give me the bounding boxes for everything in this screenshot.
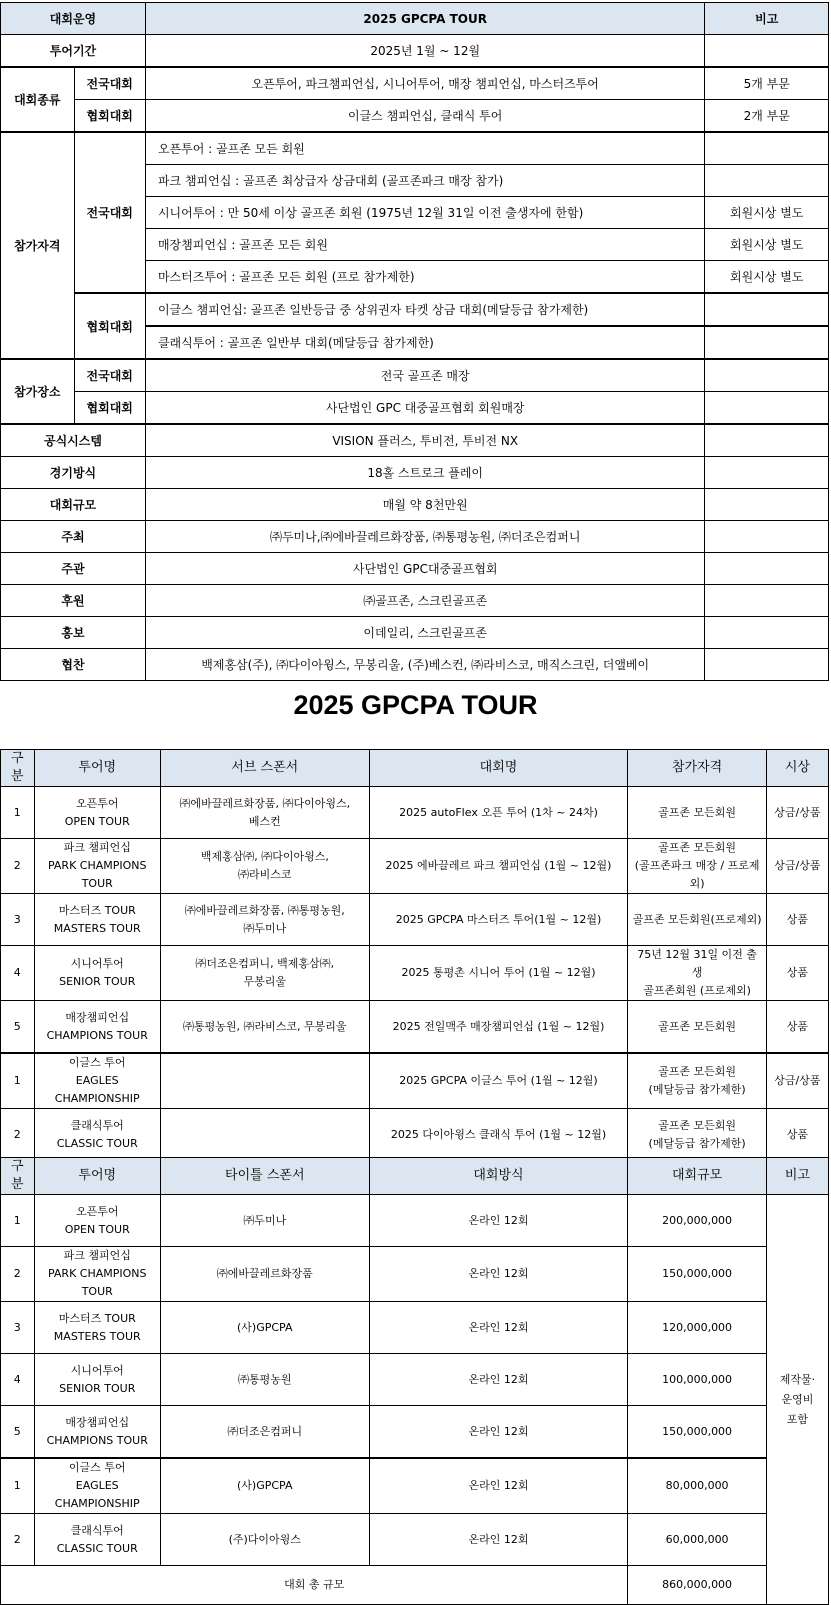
tour-name-line: CLASSIC TOUR — [56, 1541, 138, 1555]
row-label: 투어기간 — [1, 35, 146, 68]
row-value: 이글스 챔피언십, 클래식 투어 — [145, 100, 704, 133]
eligibility-row — [1, 132, 829, 165]
tour-name-line: 매장챔피언십 — [65, 1010, 130, 1024]
prize: 상금/상품 — [766, 787, 828, 839]
tour-name-line: 클래식투어 — [70, 1118, 124, 1132]
row-value: 매장챔피언십 : 골프존 모든 회원 — [145, 229, 704, 261]
row-label: 대회종류 — [1, 67, 75, 132]
competition-method: 온라인 12회 — [369, 1354, 628, 1406]
total-amount: 860,000,000 — [628, 1566, 767, 1605]
competition-method: 온라인 12회 — [369, 1195, 628, 1247]
row-number: 2 — [1, 1247, 35, 1302]
tour-name-line: 파크 챔피언십 — [63, 1249, 131, 1262]
row-note — [705, 553, 829, 585]
title-sponsor: (주)다이아윙스 — [160, 1514, 369, 1566]
misc-row — [1, 489, 829, 521]
table-row — [1, 894, 829, 946]
eligibility — [628, 839, 767, 894]
page-title: 2025 GPCPA TOUR — [293, 690, 538, 720]
header-cell: 투어명 — [34, 750, 160, 787]
row-value: 파크 챔피언십 : 골프존 최상급자 상금대회 (골프존파크 매장 참가) — [145, 165, 704, 197]
competition-scale: 120,000,000 — [628, 1302, 767, 1354]
eligibility-line: 골프존 모든회원 — [658, 841, 737, 854]
header-cell: 구분 — [1, 1158, 35, 1195]
row-label: 주관 — [1, 553, 146, 585]
tour-name-line: CHAMPIONS TOUR — [46, 1433, 148, 1447]
eligibility-line: 골프존 모든회원 — [658, 1065, 737, 1078]
row-note — [705, 617, 829, 649]
tour-name-line: MASTERS TOUR — [53, 921, 141, 935]
header-cell: 참가자격 — [628, 750, 767, 787]
row-note — [705, 359, 829, 392]
sub-sponsor-line: ㈜에바끌레르화장품, ㈜통평농원, — [184, 903, 345, 917]
tour-name-line: 파크 챔피언십 — [63, 841, 131, 854]
tour-name — [34, 1458, 160, 1514]
eligibility — [628, 946, 767, 1001]
row-note — [705, 165, 829, 197]
tour-name-line: 클래식투어 — [70, 1523, 124, 1537]
event-name: 2025 autoFlex 오픈 투어 (1차 ~ 24차) — [369, 787, 628, 839]
row-label: 공식시스템 — [1, 424, 146, 457]
header-cell: 투어명 — [34, 1158, 160, 1195]
row-label: 주최 — [1, 521, 146, 553]
row-value: 매월 약 8천만원 — [145, 489, 704, 521]
row-label: 참가자격 — [1, 132, 75, 359]
prize: 상품 — [766, 1109, 828, 1162]
eligibility-line: 골프존 모든회원 — [658, 805, 737, 819]
row-value: VISION 플러스, 투비전, 투비전 NX — [145, 424, 704, 457]
misc-row — [1, 617, 829, 649]
prize: 상품 — [766, 1001, 828, 1054]
row-note — [705, 424, 829, 457]
row-value: 전국 골프존 매장 — [145, 359, 704, 392]
title-sponsor: (사)GPCPA — [160, 1302, 369, 1354]
sub-sponsor — [160, 1053, 369, 1109]
row-value: 오픈투어 : 골프존 모든 회원 — [145, 132, 704, 165]
eligibility — [628, 787, 767, 839]
period-row — [1, 35, 829, 68]
event-name: 2025 전일맥주 매장챔피언십 (1월 ~ 12월) — [369, 1001, 628, 1054]
types-row — [1, 100, 829, 133]
eligibility-line: 75년 12월 31일 이전 출생 — [637, 948, 757, 979]
eligibility-line: 골프존 모든회원 — [658, 1118, 737, 1132]
tour-name-line: PARK CHAMPIONS TOUR — [47, 859, 147, 890]
sub-sponsor-line: ㈜더조은컴퍼니, 백제홍삼㈜, — [195, 957, 335, 970]
row-number: 3 — [1, 894, 35, 946]
sub-label: 협회대회 — [74, 392, 145, 425]
eligibility-line: 골프존 모든회원 — [658, 1019, 737, 1033]
scale-note-text: 제작물·운영비 포함 — [779, 1372, 816, 1426]
scale-header-row — [1, 1158, 829, 1195]
table-row — [1, 1458, 829, 1514]
row-label: 참가장소 — [1, 359, 75, 424]
header-cell: 대회방식 — [369, 1158, 628, 1195]
row-number: 2 — [1, 1514, 35, 1566]
misc-row — [1, 649, 829, 681]
prize: 상금/상품 — [766, 1053, 828, 1109]
prize: 상금/상품 — [766, 839, 828, 894]
row-label: 경기방식 — [1, 457, 146, 489]
table-row — [1, 787, 829, 839]
table-row — [1, 1001, 829, 1054]
competition-method: 온라인 12회 — [369, 1458, 628, 1514]
eligibility — [628, 894, 767, 946]
sponsor-table — [0, 749, 829, 1163]
row-number: 5 — [1, 1406, 35, 1459]
competition-scale: 80,000,000 — [628, 1458, 767, 1514]
tour-name-line: 마스터즈 TOUR — [58, 903, 136, 917]
row-value: 이데일리, 스크린골프존 — [145, 617, 704, 649]
row-note — [705, 489, 829, 521]
venue-row — [1, 392, 829, 425]
title-sponsor: ㈜통평농원 — [160, 1354, 369, 1406]
table-row — [1, 1053, 829, 1109]
row-number: 4 — [1, 946, 35, 1001]
row-note — [705, 293, 829, 326]
tour-name-line: 매장챔피언십 — [65, 1415, 130, 1429]
types-row — [1, 67, 829, 100]
competition-scale: 100,000,000 — [628, 1354, 767, 1406]
competition-scale: 150,000,000 — [628, 1247, 767, 1302]
tour-name — [34, 894, 160, 946]
table-row — [1, 1109, 829, 1162]
tour-name-line: 오픈투어 — [75, 796, 119, 810]
tour-name-line: OPEN TOUR — [64, 1222, 130, 1236]
sub-label: 전국대회 — [74, 67, 145, 100]
sub-label: 협회대회 — [74, 100, 145, 133]
competition-scale: 200,000,000 — [628, 1195, 767, 1247]
scale-table — [0, 1157, 829, 1605]
event-name: 2025 GPCPA 이글스 투어 (1월 ~ 12월) — [369, 1053, 628, 1109]
tour-name — [34, 1001, 160, 1054]
tour-name-line: 시니어투어 — [70, 957, 124, 970]
tour-name-line: 마스터즈 TOUR — [58, 1311, 136, 1325]
header-cell: 대회명 — [369, 750, 628, 787]
eligibility-line: 골프존회원 (프로제외) — [643, 984, 751, 997]
row-value: ㈜골프존, 스크린골프존 — [145, 585, 704, 617]
row-note: 회원시상 별도 — [705, 229, 829, 261]
sub-sponsor-line: 무봉리울 — [243, 975, 287, 988]
overview-table — [0, 2, 829, 681]
sub-sponsor-line: ㈜두미나 — [243, 921, 287, 935]
row-note — [705, 457, 829, 489]
row-number: 3 — [1, 1302, 35, 1354]
row-number: 5 — [1, 1001, 35, 1054]
row-note — [705, 132, 829, 165]
tour-name-line: 이글스 투어 — [68, 1056, 126, 1069]
misc-row — [1, 553, 829, 585]
header-cell: 2025 GPCPA TOUR — [145, 3, 704, 35]
tour-name-line: EAGLES CHAMPIONSHIP — [54, 1074, 140, 1105]
sub-sponsor-line: ㈜라비스코 — [238, 868, 292, 881]
tour-name-line: 오픈투어 — [75, 1204, 119, 1218]
tour-name-line: SENIOR TOUR — [59, 1381, 136, 1395]
tour-name-line: MASTERS TOUR — [53, 1329, 141, 1343]
misc-row — [1, 521, 829, 553]
table-row — [1, 946, 829, 1001]
eligibility-line: (메달등급 참가제한) — [648, 1083, 746, 1096]
competition-scale: 60,000,000 — [628, 1514, 767, 1566]
row-value: 2025년 1월 ~ 12월 — [145, 35, 704, 68]
competition-method: 온라인 12회 — [369, 1247, 628, 1302]
scale-note — [766, 1195, 828, 1605]
row-note — [705, 649, 829, 681]
table-row — [1, 839, 829, 894]
competition-method: 온라인 12회 — [369, 1302, 628, 1354]
row-note — [705, 585, 829, 617]
row-value: 이글스 챔피언십: 골프존 일반등급 중 상위권자 타켓 상금 대회(메달등급 참가제한) — [145, 293, 704, 326]
row-number: 1 — [1, 787, 35, 839]
tour-name — [34, 1514, 160, 1566]
sub-sponsor — [160, 946, 369, 1001]
table-row — [1, 1302, 829, 1354]
tour-name — [34, 946, 160, 1001]
row-note: 2개 부문 — [705, 100, 829, 133]
sub-sponsor-line: 베스컨 — [248, 814, 281, 828]
row-note: 회원시상 별도 — [705, 261, 829, 294]
title-sponsor: ㈜두미나 — [160, 1195, 369, 1247]
eligibility-line: 골프존 모든회원(프로제외) — [632, 912, 762, 926]
sub-sponsor — [160, 787, 369, 839]
row-value: 사단법인 GPC 대중골프협회 회원매장 — [145, 392, 704, 425]
title-sponsor: ㈜에바끌레르화장품 — [160, 1247, 369, 1302]
competition-scale: 150,000,000 — [628, 1406, 767, 1459]
event-name: 2025 에바끌레르 파크 챔피언십 (1월 ~ 12월) — [369, 839, 628, 894]
tour-name — [34, 787, 160, 839]
row-note: 회원시상 별도 — [705, 197, 829, 229]
tour-name-line: OPEN TOUR — [64, 814, 130, 828]
row-number: 2 — [1, 839, 35, 894]
header-cell: 타이틀 스폰서 — [160, 1158, 369, 1195]
row-value: 사단법인 GPC대중골프협회 — [145, 553, 704, 585]
header-cell: 대회운영 — [1, 3, 146, 35]
sub-sponsor — [160, 1001, 369, 1054]
eligibility — [628, 1001, 767, 1054]
row-value: 백제홍삼(주), ㈜다이아윙스, 무봉리울, (주)베스컨, ㈜라비스코, 매직스크린, 더앨베이 — [145, 649, 704, 681]
row-label: 협찬 — [1, 649, 146, 681]
tour-name-line: 이글스 투어 — [68, 1461, 126, 1474]
row-value: 18홀 스트로크 플레이 — [145, 457, 704, 489]
competition-method: 온라인 12회 — [369, 1406, 628, 1459]
header-cell: 구분 — [1, 750, 35, 787]
prize: 상품 — [766, 894, 828, 946]
misc-row — [1, 457, 829, 489]
overview-header-row — [1, 3, 829, 35]
row-number: 4 — [1, 1354, 35, 1406]
table-row — [1, 1247, 829, 1302]
prize: 상품 — [766, 946, 828, 1001]
row-number: 2 — [1, 1109, 35, 1162]
eligibility-line: (골프존파크 매장 / 프로제외) — [634, 859, 760, 890]
tour-name — [34, 1053, 160, 1109]
tour-name-line: EAGLES CHAMPIONSHIP — [54, 1479, 140, 1510]
row-label: 홍보 — [1, 617, 146, 649]
sub-sponsor — [160, 839, 369, 894]
venue-row — [1, 359, 829, 392]
row-label: 후원 — [1, 585, 146, 617]
table-row — [1, 1406, 829, 1459]
sub-sponsor — [160, 1109, 369, 1162]
tour-name — [34, 1302, 160, 1354]
eligibility — [628, 1053, 767, 1109]
sub-sponsor-line: ㈜통평농원, ㈜라비스코, 무봉리울 — [183, 1019, 347, 1033]
header-cell: 시상 — [766, 750, 828, 787]
sub-label: 전국대회 — [74, 132, 145, 293]
tour-name-line: CHAMPIONS TOUR — [46, 1028, 148, 1042]
tour-name — [34, 1247, 160, 1302]
row-value: 시니어투어 : 만 50세 이상 골프존 회원 (1975년 12월 31일 이전 출생자에 한함) — [145, 197, 704, 229]
sub-sponsor — [160, 894, 369, 946]
row-note: 5개 부문 — [705, 67, 829, 100]
row-note — [705, 392, 829, 425]
row-value: ㈜두미나,㈜에바끌레르화장품, ㈜통평농원, ㈜더조은컴퍼니 — [145, 521, 704, 553]
misc-row — [1, 424, 829, 457]
event-name: 2025 다이아윙스 클래식 투어 (1월 ~ 12월) — [369, 1109, 628, 1162]
sub-sponsor-line: ㈜에바끌레르화장품, ㈜다이아윙스, — [179, 796, 351, 810]
eligibility — [628, 1109, 767, 1162]
sub-label: 협회대회 — [74, 293, 145, 359]
tour-name-line: PARK CHAMPIONS TOUR — [47, 1267, 147, 1298]
header-cell: 비고 — [705, 3, 829, 35]
event-name: 2025 GPCPA 마스터즈 투어(1월 ~ 12월) — [369, 894, 628, 946]
tour-name-line: 시니어투어 — [70, 1363, 124, 1377]
row-number: 1 — [1, 1053, 35, 1109]
row-number: 1 — [1, 1195, 35, 1247]
table-row — [1, 1195, 829, 1247]
competition-method: 온라인 12회 — [369, 1514, 628, 1566]
eligibility-line: (메달등급 참가제한) — [648, 1136, 746, 1150]
title-sponsor: ㈜더조은컴퍼니 — [160, 1406, 369, 1459]
sub-label: 전국대회 — [74, 359, 145, 392]
table-row — [1, 1514, 829, 1566]
tour-name-line: CLASSIC TOUR — [56, 1136, 138, 1150]
tour-name — [34, 1354, 160, 1406]
title-sponsor: (사)GPCPA — [160, 1458, 369, 1514]
row-value: 클래식투어 : 골프존 일반부 대회(메달등급 참가제한) — [145, 326, 704, 359]
tour-name — [34, 839, 160, 894]
header-cell: 서브 스폰서 — [160, 750, 369, 787]
row-value: 마스터즈투어 : 골프존 모든 회원 (프로 참가제한) — [145, 261, 704, 294]
tour-name — [34, 1109, 160, 1162]
row-note — [705, 521, 829, 553]
header-cell: 대회규모 — [628, 1158, 767, 1195]
total-label: 대회 총 규모 — [1, 1566, 628, 1605]
sub-sponsor-line: 백제홍삼㈜, ㈜다이아윙스, — [200, 850, 329, 863]
table-row — [1, 1354, 829, 1406]
tour-name-line: SENIOR TOUR — [59, 975, 136, 988]
tour-name — [34, 1195, 160, 1247]
row-label: 대회규모 — [1, 489, 146, 521]
row-note — [705, 35, 829, 68]
event-name: 2025 통평촌 시니어 투어 (1월 ~ 12월) — [369, 946, 628, 1001]
sponsor-header-row — [1, 750, 829, 787]
row-number: 1 — [1, 1458, 35, 1514]
misc-row — [1, 585, 829, 617]
row-value: 오픈투어, 파크챔피언십, 시니어투어, 매장 챔피언십, 마스터즈투어 — [145, 67, 704, 100]
eligibility-row — [1, 293, 829, 326]
total-row — [1, 1566, 829, 1605]
row-note — [705, 326, 829, 359]
header-cell: 비고 — [766, 1158, 828, 1195]
tour-name — [34, 1406, 160, 1459]
